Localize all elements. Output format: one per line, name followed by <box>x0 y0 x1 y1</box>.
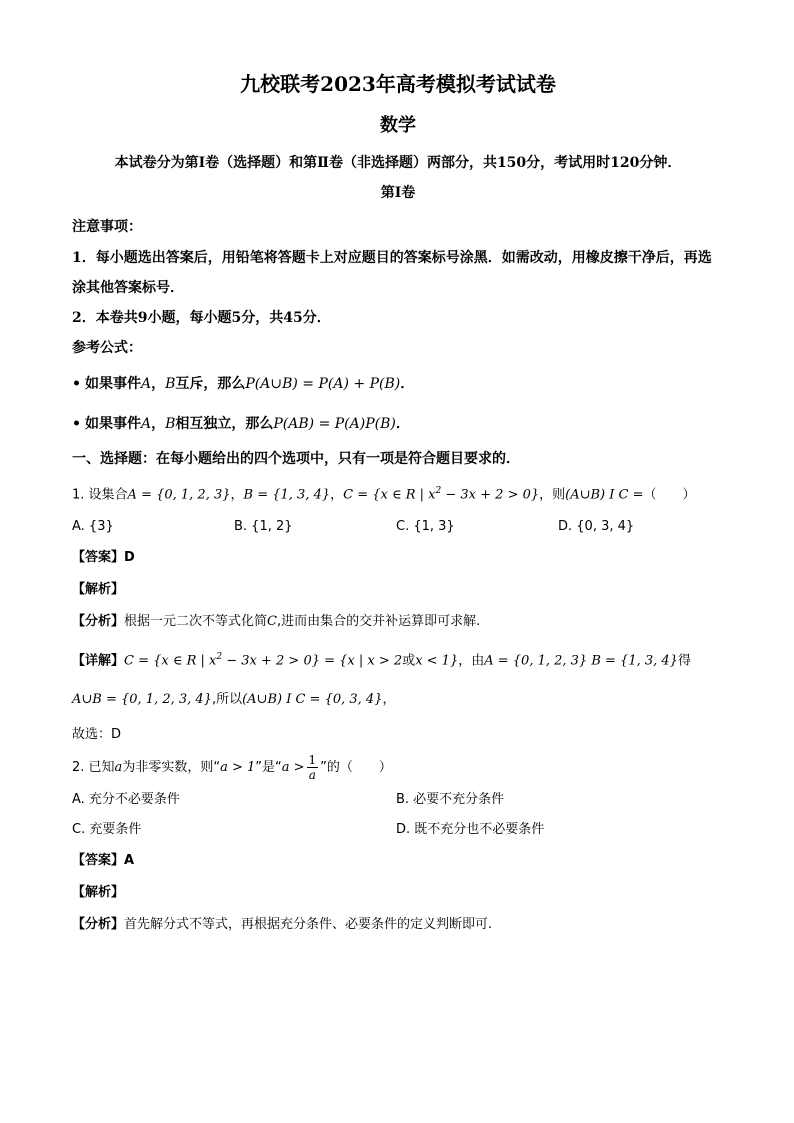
question-1-conclusion: 故选：D <box>72 726 122 742</box>
option-b: B. 必要不充分条件 <box>396 791 505 807</box>
question-1-fenxi: 【分析】根据一元二次不等式化简C,进而由集合的交并补运算即可求解. <box>72 614 481 630</box>
volume-heading: 第Ⅰ卷 <box>380 185 416 201</box>
question-2-stem: 2. 已知a为非零实数，则“a > 1”是“a > $\frac{1}{a}$ ”的（ ） <box>72 752 392 782</box>
question-2-analysis-tag: 【解析】 <box>72 884 125 900</box>
option-b: B. {1, 2} <box>234 519 293 535</box>
formulas-heading: 参考公式： <box>72 340 142 356</box>
question-2-options-row-2 <box>72 815 724 845</box>
question-2-options-row-1 <box>72 785 724 815</box>
question-1-detail-2: A∪B = {0, 1, 2, 3, 4},所以(A∪B) I C = {0, 3, 4}， <box>72 691 396 707</box>
formula-independent: • 如果事件A，B相互独立，那么P(AB) = P(A)P(B)． <box>72 416 410 432</box>
notes-item-1: 1．每小题选出答案后，用铅笔将答题卡上对应题目的答案标号涂黑．如需改动，用橡皮擦干净后，再选涂其他答案标号． <box>72 250 712 296</box>
notes-item-2: 2．本卷共9小题，每小题5分，共45分． <box>72 310 331 326</box>
fraction-one-over-a: $\frac{1}{a}$ <box>308 752 317 782</box>
notes-heading: 注意事项： <box>72 219 142 235</box>
formula-mutually-exclusive: • 如果事件A，B互斥，那么P(A∪B) = P(A) + P(B)． <box>72 376 415 392</box>
option-c: C. {1, 3} <box>396 519 455 535</box>
question-2-answer: 【答案】A <box>72 852 135 868</box>
exam-intro: 本试卷分为第Ⅰ卷（选择题）和第Ⅱ卷（非选择题）两部分，共150分，考试用时120分钟． <box>114 155 682 171</box>
section-heading: 一、选择题：在每小题给出的四个选项中，只有一项是符合题目要求的． <box>72 451 520 467</box>
bullet-icon: • <box>72 416 81 432</box>
option-c: C. 充要条件 <box>72 821 142 837</box>
formula-1-math: P(A∪B) = P(A) + P(B) <box>245 376 401 392</box>
option-a: A. 充分不必要条件 <box>72 791 180 807</box>
exam-subject: 数学 <box>380 115 416 136</box>
question-2-fenxi: 【分析】首先解分式不等式，再根据充分条件、必要条件的定义判断即可. <box>72 916 493 932</box>
question-1-options <box>72 512 724 542</box>
question-1-analysis-tag: 【解析】 <box>72 582 125 598</box>
question-1-answer: 【答案】D <box>72 550 135 566</box>
option-d: D. 既不充分也不必要条件 <box>396 821 545 837</box>
question-1-stem: 1. 设集合A = {0, 1, 2, 3}，B = {1, 3, 4}，C = {x ∈ R | $x^2 - 3x + 2 > 0$}，则(A∪B) I C =（ ） <box>72 486 696 503</box>
exam-title: 九校联考2023年高考模拟考试试卷 <box>240 72 556 96</box>
formula-2-math: P(AB) = P(A)P(B) <box>273 416 396 432</box>
option-d: D. {0, 3, 4} <box>558 519 635 535</box>
question-1-detail: 【详解】C = {x ∈ R | $x^2 - 3x + 2 > 0\} = \{x$ | x > 2或x < 1}，由A = {0, 1, 2, 3} B = {1, 3, 4}得 <box>72 652 691 669</box>
option-a: A. {3} <box>72 519 114 535</box>
bullet-icon: • <box>72 376 81 392</box>
